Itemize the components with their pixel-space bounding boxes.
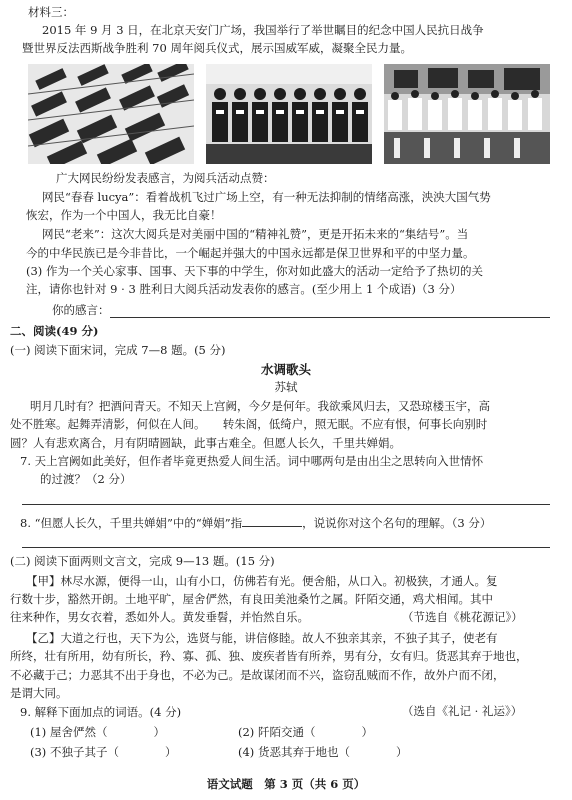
- passage-a-line: 【甲】林尽水源，便得一山，山有小口，仿佛若有光。便舍船，从口入。初极狭，才通人。复: [26, 574, 498, 588]
- question-9-item[interactable]: (4) 货恶其弃于地也（ ）: [238, 745, 408, 759]
- passage-b-line: 【乙】大道之行也，天下为公，选贤与能，讲信修睦。故人不独亲其亲，不独子其子，使老有: [26, 631, 498, 645]
- poem-author: 苏轼: [274, 380, 298, 394]
- question-3-line: 注，请你也针对 9 · 3 胜利日大阅兵活动发表你的感言。(至少用上 1 个成语)（3 分）: [26, 282, 462, 296]
- comment-line: 恢宏，作为一个中国人，我无比自豪！: [26, 208, 222, 222]
- material-intro-line: 2015 年 9 月 3 日，在北京天安门广场，我国举行了举世瞩目的纪念中国人民抗日战争: [42, 23, 484, 37]
- fill-blank[interactable]: [242, 516, 302, 527]
- material-intro-line: 暨世界反法西斯战争胜利 70 周年阅兵仪式，展示国威军威，凝聚全民力量。: [22, 41, 412, 55]
- part-instruction: (二) 阅读下面两则文言文，完成 9—13 题。(15 分): [10, 554, 275, 568]
- passage-a-line: 往来种作，男女衣着，悉如外人。黄发垂髫，并怡然自乐。: [10, 610, 309, 624]
- page-footer: 语文试题 第 3 页（共 6 页）: [206, 777, 366, 791]
- question-9-title: 9. 解释下面加点的词语。(4 分): [20, 705, 182, 719]
- answer-line[interactable]: [110, 317, 550, 318]
- poem-line: 圆？人有悲欢离合，月有阴晴圆缺，此事古难全。但愿人长久，千里共婵娟。: [10, 436, 401, 450]
- question-8-text: ，说说你对这个名句的理解。（3 分）: [302, 516, 492, 530]
- question-8-text: 8. “但愿人长久，千里共婵娟”中的“婵娟”指: [20, 516, 243, 530]
- section-title: 二、阅读(49 分): [10, 324, 99, 338]
- answer-line[interactable]: [22, 504, 550, 505]
- question-9-item[interactable]: (1) 屋舍俨然（ ）: [30, 725, 165, 739]
- comment-line: 网民“春春 lucya”：看着战机飞过广场上空，有一种无法抑制的情绪高涨，泱泱大国气势: [42, 190, 491, 204]
- question-8: [20, 515, 491, 531]
- comment-line: 今的中华民族已是今非昔比，一个崛起并强大的中国永远都是保卫世界和平的中坚力量。: [26, 246, 475, 260]
- passage-b-line: 所终，壮有所用，幼有所长，矜、寡、孤、独、废疾者皆有所养，男有分，女有归。货恶其弃于地也，: [10, 649, 528, 663]
- parade-photo-tanks: [28, 64, 194, 164]
- parade-photo-soldiers: [206, 64, 372, 164]
- poem-title: 水调歌头: [260, 362, 311, 377]
- part-instruction: (一) 阅读下面宋词，完成 7—8 题。(5 分): [10, 343, 226, 357]
- question-9-item[interactable]: (3) 不独子其子（ ）: [30, 745, 177, 759]
- question-7-line: 的过渡？（2 分）: [40, 472, 132, 486]
- answer-label: 你的感言：: [52, 303, 110, 317]
- passage-b-line: 不必藏于己；力恶其不出于身也，不必为己。是故谋闭而不兴，盗窃乱贼而不作，故外户而不闭，: [10, 668, 505, 682]
- passage-a-source: （节选自《桃花源记》）: [402, 610, 523, 624]
- answer-line[interactable]: [22, 547, 550, 548]
- poem-line: 处不胜寒。起舞弄清影，何似在人间。 转朱阁，低绮户，照无眠。不应有恨，何事长向别时: [10, 417, 488, 431]
- question-7-line: 7. 天上宫阙如此美好，但作者毕竟更热爱人间生活。词中哪两句是由出尘之思转向入世情怀: [20, 454, 484, 468]
- passage-a-line: 行数十步，豁然开朗。土地平旷，屋舍俨然，有良田美池桑竹之属。阡陌交通，鸡犬相闻。其中: [10, 592, 493, 606]
- passage-b-source: （选自《礼记 · 礼运》）: [402, 704, 523, 718]
- poem-line: 明月几时有？把酒问青天。不知天上宫阙，今夕是何年。我欲乘风归去，又恐琼楼玉宇，高: [30, 399, 490, 413]
- question-3-line: (3) 作为一个关心家事、国事、天下事的中学生，你对如此盛大的活动一定给予了热切的关: [26, 264, 483, 278]
- material-label: 材料三：: [28, 5, 74, 19]
- comment-line: 网民“老来”：这次大阅兵是对美丽中国的“精神礼赞”，更是开拓未来的“集结号”。当: [42, 227, 469, 241]
- passage-b-line: 是谓大同。: [10, 686, 68, 700]
- parade-photo-crowd: [384, 64, 550, 164]
- question-9-item[interactable]: (2) 阡陌交通（ ）: [238, 725, 373, 739]
- comments-intro: 广大网民纷纷发表感言，为阅兵活动点赞：: [56, 171, 275, 185]
